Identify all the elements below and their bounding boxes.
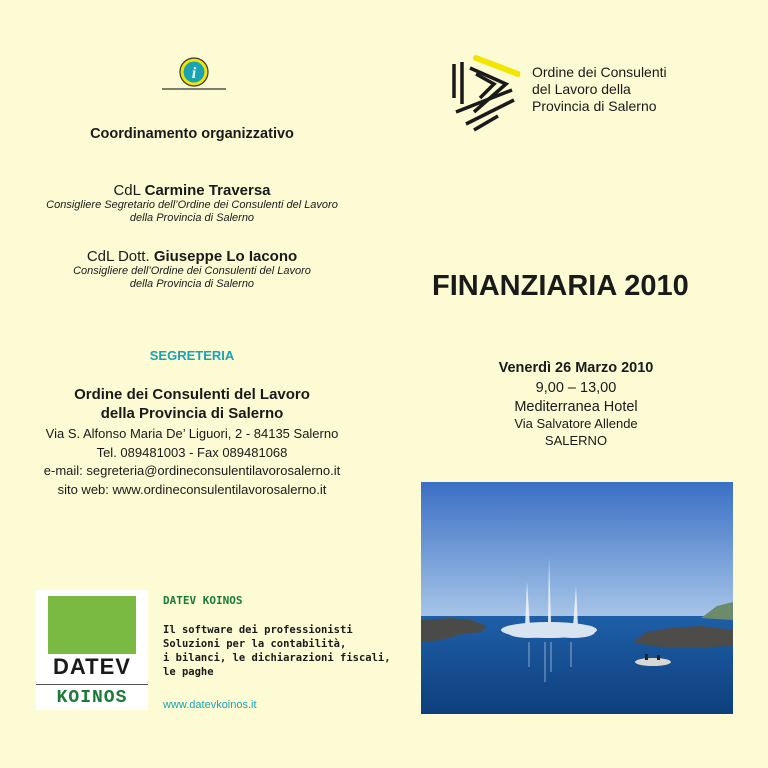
datev-logo-text: DATEV xyxy=(53,654,131,679)
coordination-title: Coordinamento organizzativo xyxy=(90,126,294,142)
sponsor-desc-line3: i bilanci, le dichiarazioni fiscali, xyxy=(163,652,391,664)
secretariat-website[interactable]: sito web: www.ordineconsulentilavorosalerno.it xyxy=(57,482,327,497)
datev-koinos-logo xyxy=(36,590,148,710)
secretariat-org-line1: Ordine dei Consulenti del Lavoro xyxy=(74,386,310,403)
person2-role: Consigliere dell’Ordine dei Consulenti del Lavoro della Provincia di Salerno xyxy=(73,265,311,290)
event-title: FINANZIARIA 2010 xyxy=(432,270,689,302)
event-time: 9,00 – 13,00 xyxy=(535,380,617,396)
event-venue: Mediterranea Hotel xyxy=(514,399,638,415)
sponsor-desc-line4: le paghe xyxy=(163,666,214,678)
svg-text:i: i xyxy=(191,65,197,82)
secretariat-heading: SEGRETERIA xyxy=(149,348,235,363)
logo-divider xyxy=(36,684,148,685)
sponsor-website[interactable]: www.datevkoinos.it xyxy=(163,699,257,711)
person1-name: CdL Carmine Traversa xyxy=(113,182,271,199)
order-logo-icon xyxy=(446,54,520,132)
org-name-line1: Ordine dei Consulenti xyxy=(532,64,667,80)
secretariat-email[interactable]: e-mail: segreteria@ordineconsulentilavorosalerno.it xyxy=(43,463,341,478)
event-date: Venerdì 26 Marzo 2010 xyxy=(498,360,654,376)
sponsor-title: DATEV KOINOS xyxy=(163,594,243,607)
person2-name: CdL Dott. Giuseppe Lo Iacono xyxy=(86,248,298,265)
secretariat-phone: Tel. 089481003 - Fax 089481068 xyxy=(96,445,288,460)
event-city: SALERNO xyxy=(544,433,608,448)
harbor-fountain-photo xyxy=(421,482,733,714)
secretariat-address: Via S. Alfonso Maria De’ Liguori, 2 - 84135 Salerno xyxy=(45,426,339,441)
sponsor-desc-line1: Il software dei professionisti xyxy=(163,624,353,636)
org-name-line3: Provincia di Salerno xyxy=(532,98,657,114)
org-name-line2: del Lavoro della xyxy=(532,81,631,97)
event-address: Via Salvatore Allende xyxy=(514,416,638,431)
datev-green-block xyxy=(48,596,136,654)
sponsor-desc-line2: Soluzioni per la contabilità, xyxy=(163,638,347,650)
info-icon xyxy=(162,52,226,96)
person1-role: Consigliere Segretario dell’Ordine dei Consulenti del Lavoro della Provincia di Salerno xyxy=(46,199,338,224)
secretariat-org-line2: della Provincia di Salerno xyxy=(100,405,284,422)
koinos-logo-text: KOINOS xyxy=(56,688,128,708)
